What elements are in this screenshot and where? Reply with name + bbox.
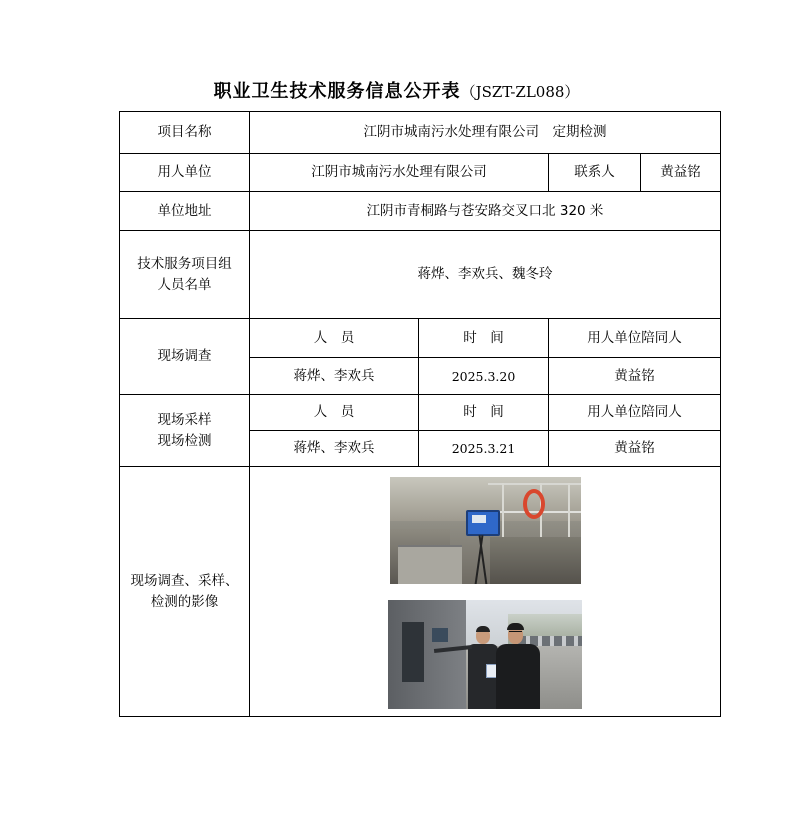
document-code: （JSZT-ZL088） (460, 83, 580, 101)
sampling-col-time: 时 间 (419, 395, 549, 431)
sampling-col-personnel: 人 员 (250, 395, 419, 431)
employer-value: 江阴市城南污水处理有限公司 (250, 154, 549, 192)
sampling-col-escort: 用人单位陪同人 (549, 395, 721, 431)
row-team (120, 231, 721, 319)
team-label-text: 技术服务项目组人员名单 (137, 255, 232, 293)
row-address (120, 192, 721, 231)
survey-col-personnel: 人 员 (250, 319, 419, 358)
row-project-name (120, 112, 721, 154)
project-name-label: 项目名称 (120, 112, 250, 154)
row-employer (120, 154, 721, 192)
contact-label: 联系人 (549, 154, 641, 192)
sampling-label-text: 现场采样现场检测 (157, 411, 212, 449)
employer-label: 用人单位 (120, 154, 250, 192)
images-label-text: 现场调查、采样、检测的影像 (130, 572, 239, 610)
survey-label: 现场调查 (120, 319, 250, 395)
images-label (120, 467, 250, 717)
address-value: 江阴市青桐路与苍安路交叉口北 320 米 (250, 192, 721, 231)
row-images (120, 467, 721, 717)
site-photo-personnel (388, 600, 582, 709)
row-survey-header (120, 319, 721, 358)
photo-group (250, 475, 720, 709)
document-title-text: 职业卫生技术服务信息公开表 (213, 81, 461, 102)
project-name-value: 江阴市城南污水处理有限公司 定期检测 (250, 112, 721, 154)
team-label (120, 231, 250, 319)
survey-escort: 黄益铭 (549, 358, 721, 395)
survey-personnel: 蒋烨、李欢兵 (250, 358, 419, 395)
contact-value: 黄益铭 (641, 154, 721, 192)
row-sampling-header (120, 395, 721, 431)
sampling-escort: 黄益铭 (549, 431, 721, 467)
survey-col-escort: 用人单位陪同人 (549, 319, 721, 358)
address-label: 单位地址 (120, 192, 250, 231)
team-value: 蒋烨、李欢兵、魏冬玲 (250, 231, 721, 319)
sampling-personnel: 蒋烨、李欢兵 (250, 431, 419, 467)
survey-col-time: 时 间 (419, 319, 549, 358)
info-table (119, 111, 721, 717)
site-photo-equipment (390, 477, 581, 584)
sampling-date: 2025.3.21 (419, 431, 549, 467)
sampling-label (120, 395, 250, 467)
document-title (0, 77, 793, 103)
survey-date: 2025.3.20 (419, 358, 549, 395)
images-cell (250, 467, 721, 717)
